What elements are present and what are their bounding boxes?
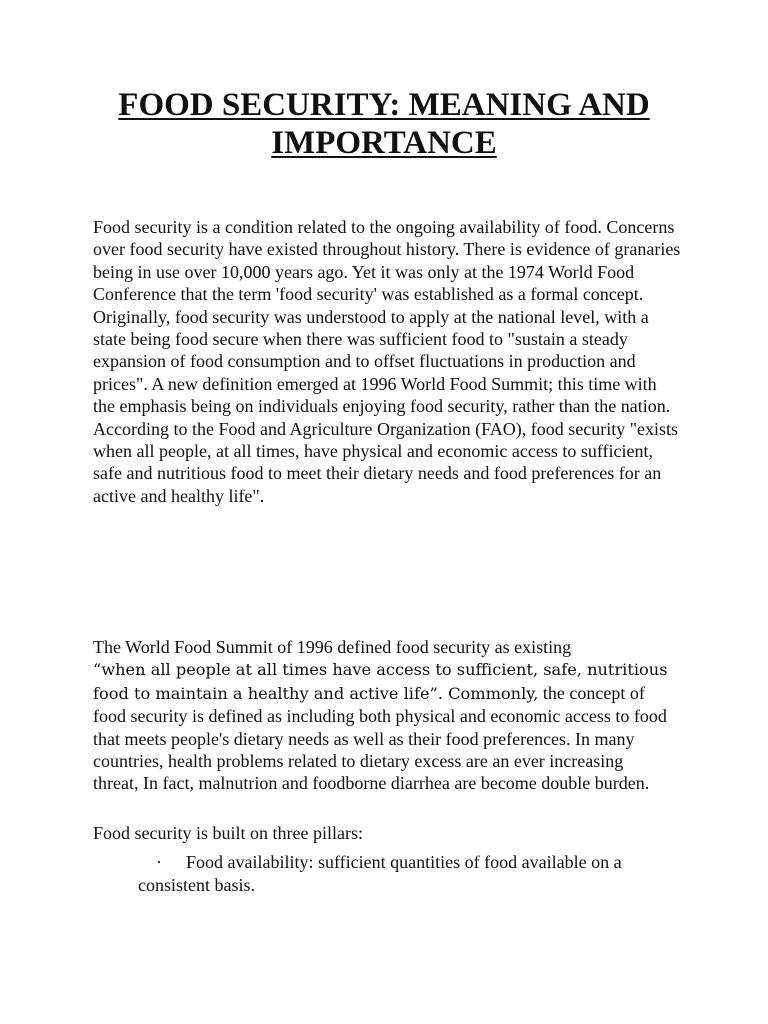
- pillar-text: Food availability: sufficient quantities of food available on a consistent basis.: [138, 852, 622, 895]
- pillar-list-item: [138, 851, 678, 897]
- paragraph-food-security-definition: Food security is a condition related to the ongoing availability of food. Concerns over food security have existed throughout history. There is evidence of granaries being in use over 10,000 years ago. Yet it was only at the 1974 World Food Conference that the term 'food security' was established as a formal concept. Originally, food security was understood to apply at the national level, with a state being food secure when there was sufficient food to "sustain a steady expansion of food consumption and to offset fluctuations in production and prices". A new definition emerged at 1996 World Food Summit; this time with the emphasis being on individuals enjoying food security, rather than the nation. According to the Food and Agriculture Organization (FAO), food security "exists when all people, at all times, have physical and economic access to sufficient, safe and nutritious food to meet their dietary needs and food preferences for an active and healthy life".: [93, 217, 681, 506]
- summit-intro-text: The World Food Summit of 1996 defined food security as existing: [93, 637, 572, 657]
- paragraph-world-food-summit: [93, 636, 668, 795]
- document-title: [40, 86, 728, 162]
- summit-rest-text: the concept of food security is defined as including both physical and economic access to food that meets people's dietary needs as well as their food preferences. In many countries, health problems related to dietary excess are an ever increasing threat, In fact, malnutrion and foodborne diarrhea are become double burden.: [93, 682, 667, 794]
- title-line-2: IMPORTANCE: [271, 125, 497, 161]
- bullet-marker: ·: [156, 852, 162, 872]
- title-line-1: FOOD SECURITY: MEANING AND: [118, 87, 650, 123]
- pillars-intro: Food security is built on three pillars:: [93, 823, 363, 843]
- summit-quote-text: “when all people at all times have access to sufficient, safe, nutritious food to maintain a healthy and active life”. Commonly,: [93, 660, 668, 703]
